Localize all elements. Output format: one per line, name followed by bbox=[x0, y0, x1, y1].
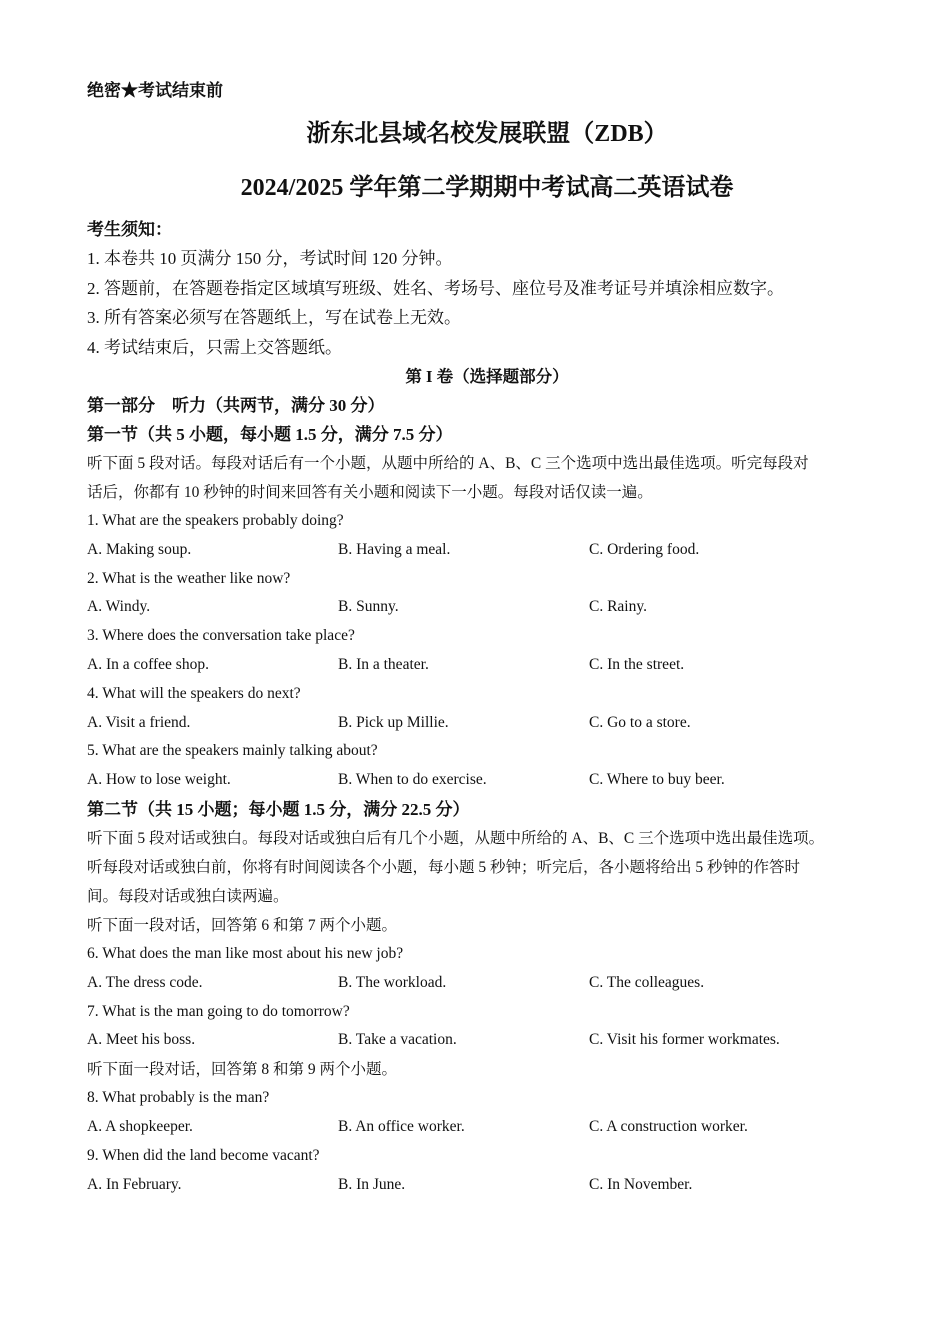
options-9 bbox=[87, 1171, 887, 1200]
options-8 bbox=[87, 1113, 887, 1142]
option-a: A. How to lose weight. bbox=[87, 771, 231, 789]
option-c: C. Where to buy beer. bbox=[589, 771, 725, 789]
options-6 bbox=[87, 969, 887, 998]
option-c: C. Go to a store. bbox=[589, 713, 691, 731]
options-2 bbox=[87, 593, 887, 622]
notice-item: 3. 所有答案必须写在答题纸上，写在试卷上无效。 bbox=[87, 308, 461, 327]
group2-instruction: 听下面一段对话，回答第 8 和第 9 两个小题。 bbox=[87, 1061, 398, 1079]
option-b: B. The workload. bbox=[338, 973, 447, 991]
part1-title: 第一部分 听力（共两节，满分 30 分） bbox=[87, 396, 385, 415]
option-a: A. In February. bbox=[87, 1175, 182, 1193]
notice-item: 1. 本卷共 10 页满分 150 分，考试时间 120 分钟。 bbox=[87, 249, 453, 268]
option-c: C. The colleagues. bbox=[589, 973, 705, 991]
volume-title: 第 I 卷（选择题部分） bbox=[405, 367, 569, 386]
section1-instruction: 听下面 5 段对话。每段对话后有一个小题，从题中所给的 A、B、C 三个选项中选出最佳选项。听完每段对 bbox=[87, 455, 809, 472]
option-a: A. Windy. bbox=[87, 598, 151, 616]
question-5: 5. What are the speakers mainly talking about? bbox=[87, 742, 378, 760]
option-c: C. Visit his former workmates. bbox=[589, 1031, 780, 1049]
options-7 bbox=[87, 1026, 887, 1055]
option-b: B. In a theater. bbox=[338, 655, 429, 673]
option-b: B. An office worker. bbox=[338, 1117, 465, 1135]
option-b: B. Having a meal. bbox=[338, 540, 451, 558]
section1-title: 第一节（共 5 小题，每小题 1.5 分，满分 7.5 分） bbox=[87, 425, 453, 444]
option-a: A. The dress code. bbox=[87, 973, 203, 991]
question-2: 2. What is the weather like now? bbox=[87, 569, 291, 587]
question-4: 4. What will the speakers do next? bbox=[87, 684, 301, 702]
option-b: B. Pick up Millie. bbox=[338, 713, 449, 731]
option-a: A. Visit a friend. bbox=[87, 713, 191, 731]
options-5 bbox=[87, 766, 887, 795]
option-c: C. A construction worker. bbox=[589, 1117, 748, 1135]
option-b: B. Take a vacation. bbox=[338, 1031, 457, 1049]
exam-page bbox=[87, 78, 887, 1199]
options-3 bbox=[87, 651, 887, 680]
question-9: 9. When did the land become vacant? bbox=[87, 1146, 320, 1164]
question-8: 8. What probably is the man? bbox=[87, 1089, 270, 1107]
secret-label: 绝密★考试结束前 bbox=[87, 81, 223, 100]
exam-title: 2024/2025 学年第二学期期中考试高二英语试卷 bbox=[240, 175, 734, 201]
group1-instruction: 听下面一段对话，回答第 6 和第 7 两个小题。 bbox=[87, 916, 398, 934]
option-c: C. In the street. bbox=[589, 655, 685, 673]
option-a: A. In a coffee shop. bbox=[87, 655, 209, 673]
notice-item: 4. 考试结束后，只需上交答题纸。 bbox=[87, 337, 342, 357]
question-6: 6. What does the man like most about his new job? bbox=[87, 944, 404, 962]
option-c: C. Ordering food. bbox=[589, 540, 700, 558]
section2-instruction: 听下面 5 段对话或独白。每段对话或独白后有几个小题，从题中所给的 A、B、C 三个选项中选出最佳选项。 bbox=[87, 829, 825, 847]
options-4 bbox=[87, 709, 887, 738]
option-c: C. Rainy. bbox=[589, 598, 647, 616]
question-1: 1. What are the speakers probably doing? bbox=[87, 512, 344, 529]
section2-title: 第二节（共 15 小题；每小题 1.5 分，满分 22.5 分） bbox=[87, 799, 470, 819]
section1-instruction: 话后，你都有 10 秒钟的时间来回答有关小题和阅读下一小题。每段对话仅读一遍。 bbox=[87, 484, 653, 501]
option-c: C. In November. bbox=[589, 1175, 693, 1193]
section2-instruction: 听每段对话或独白前，你将有时间阅读各个小题，每小题 5 秒钟；听完后，各小题将给出 5 秒钟的作答时 bbox=[87, 858, 801, 876]
org-title: 浙东北县域名校发展联盟（ZDB） bbox=[306, 121, 668, 147]
question-3: 3. Where does the conversation take place? bbox=[87, 627, 355, 645]
question-7: 7. What is the man going to do tomorrow? bbox=[87, 1002, 350, 1020]
option-b: B. In June. bbox=[338, 1175, 406, 1193]
option-a: A. A shopkeeper. bbox=[87, 1117, 193, 1135]
option-b: B. Sunny. bbox=[338, 598, 399, 616]
notice-item: 2. 答题前，在答题卷指定区域填写班级、姓名、考场号、座位号及准考证号并填涂相应数字。 bbox=[87, 278, 784, 298]
section2-instruction: 间。每段对话或独白读两遍。 bbox=[87, 887, 289, 905]
option-a: A. Meet his boss. bbox=[87, 1031, 196, 1049]
options-1 bbox=[87, 536, 887, 565]
notice-heading: 考生须知： bbox=[87, 220, 172, 239]
option-a: A. Making soup. bbox=[87, 540, 192, 558]
option-b: B. When to do exercise. bbox=[338, 771, 487, 789]
